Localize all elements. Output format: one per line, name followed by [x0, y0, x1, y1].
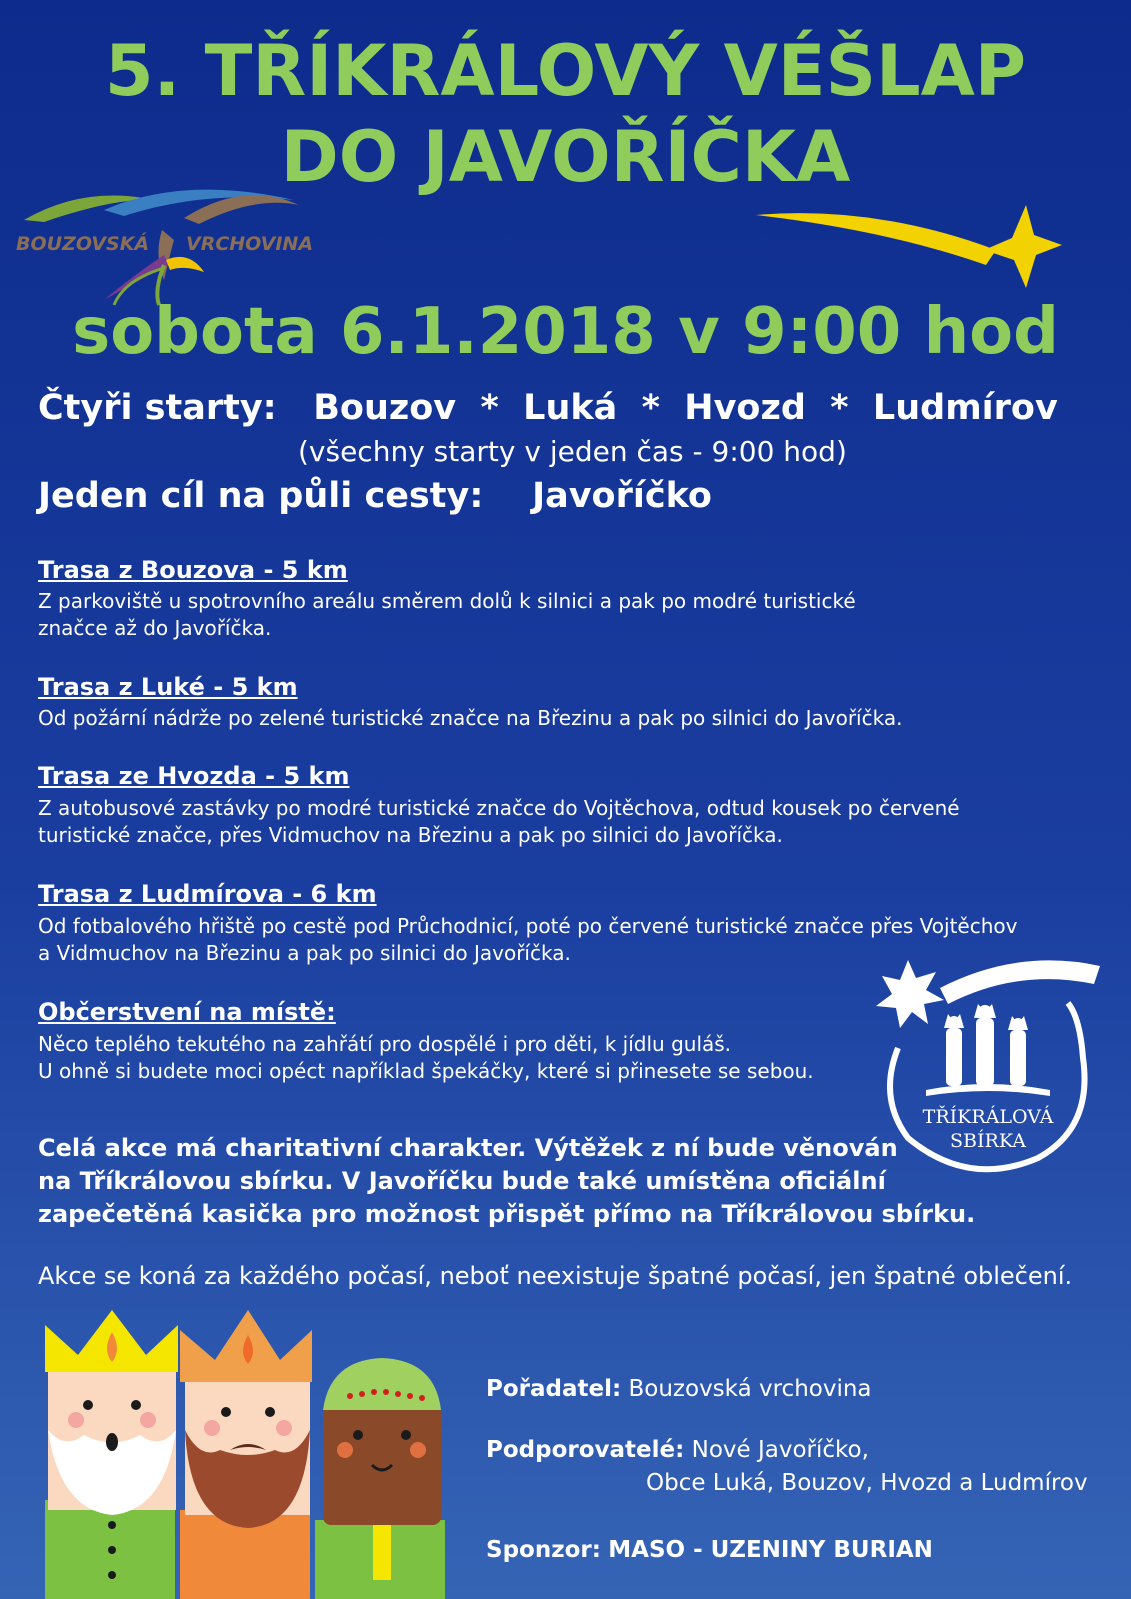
weather-note: Akce se koná za každého počasí, neboť neexistuje špatné počasí, jen špatné oblečení. [38, 1262, 1073, 1290]
starts-line [38, 388, 1058, 428]
route-heading-hvozd: Trasa ze Hvozda - 5 km [38, 762, 350, 790]
sponsor-line [486, 1537, 933, 1563]
three-kings-illustration [40, 1310, 470, 1599]
refreshment-heading: Občerstvení na místě: [38, 998, 336, 1026]
organizer-line [486, 1376, 872, 1402]
route-heading-luka: Trasa z Luké - 5 km [38, 673, 298, 701]
supporters-value-1: Nové Javoříčko, [691, 1437, 869, 1463]
route-text-luka: Od požární nádrže po zelené turistické značce na Březinu a pak po silnici do Javoříčka. [38, 706, 903, 730]
sbirka-logo-line-1: TŘÍKRÁLOVÁ [922, 1106, 1054, 1128]
title-line-2: DO JAVOŘÍČKA [280, 116, 851, 198]
goal-place: Javoříčko [532, 476, 712, 516]
refreshment-text: Něco teplého tekutého na zahřátí pro dospělé i pro děti, k jídlu guláš. U ohně si budete moci opéct například špekáčky, které si přinesete se sebou. [38, 1032, 814, 1083]
charity-text: Celá akce má charitativní charakter. Výtěžek z ní bude věnován na Tříkrálovou sbírku. V Javoříčku bude také umístěna oficiální zapečetěná kasička pro možnost přispět přímo na Tříkrálovou sbírku. [38, 1134, 976, 1228]
supporters-label: Podporovatelé: [486, 1437, 685, 1463]
king-white-beard-icon [45, 1310, 178, 1599]
king-dark-skin-icon [315, 1358, 445, 1599]
star-icon [876, 960, 944, 1028]
logo-word-2: VRCHOVINA [186, 233, 314, 255]
event-date: sobota 6.1.2018 v 9:00 hod [72, 295, 1059, 369]
organizer-value: Bouzovská vrchovina [628, 1376, 872, 1402]
route-heading-ludmirov: Trasa z Ludmírova - 6 km [38, 880, 377, 908]
logo-word-1: BOUZOVSKÁ [16, 233, 150, 255]
title-line-1: 5. TŘÍKRÁLOVÝ VÉŠLAP [104, 30, 1027, 112]
goal-label: Jeden cíl na půli cesty: [38, 476, 484, 516]
route-heading-bouzov: Trasa z Bouzova - 5 km [38, 556, 348, 584]
sponsor-value: MASO - UZENINY BURIAN [608, 1537, 933, 1563]
organizer-label: Pořadatel: [486, 1376, 622, 1402]
sponsor-label: Sponzor: [486, 1537, 601, 1563]
route-text-hvozd: Z autobusové zastávky po modré turistické značce do Vojtěchova, odtud kousek po červené turistické značce, přes Vidmuchov na Březinu a pak po silnici do Javoříčka. [38, 796, 960, 847]
route-text-bouzov: Z parkoviště u spotrovního areálu směrem dolů k silnici a pak po modré turistické značce až do Javoříčka. [38, 589, 856, 640]
starts-note: (všechny starty v jeden čas - 9:00 hod) [298, 435, 847, 468]
comet-star-icon [756, 200, 1066, 295]
starts-places: Bouzov * Luká * Hvozd * Ludmírov [313, 388, 1058, 428]
supporters-value-2: Obce Luká, Bouzov, Hvozd a Ludmírov [646, 1470, 1088, 1496]
starts-label: Čtyři starty: [38, 388, 277, 428]
sbirka-logo-line-2: SBÍRKA [950, 1130, 1026, 1152]
bouzovska-vrchovina-logo [14, 180, 314, 310]
three-kings-icon [926, 1004, 1050, 1096]
route-text-ludmirov: Od fotbalového hřiště po cestě pod Průchodnicí, poté po červené turistické značce přes Vojtěchov a Vidmuchov na Březinu a pak po silnici do Javoříčka. [38, 914, 1018, 965]
supporters-line [486, 1437, 869, 1463]
king-brown-beard-icon [180, 1310, 312, 1599]
goal-line [38, 476, 712, 516]
